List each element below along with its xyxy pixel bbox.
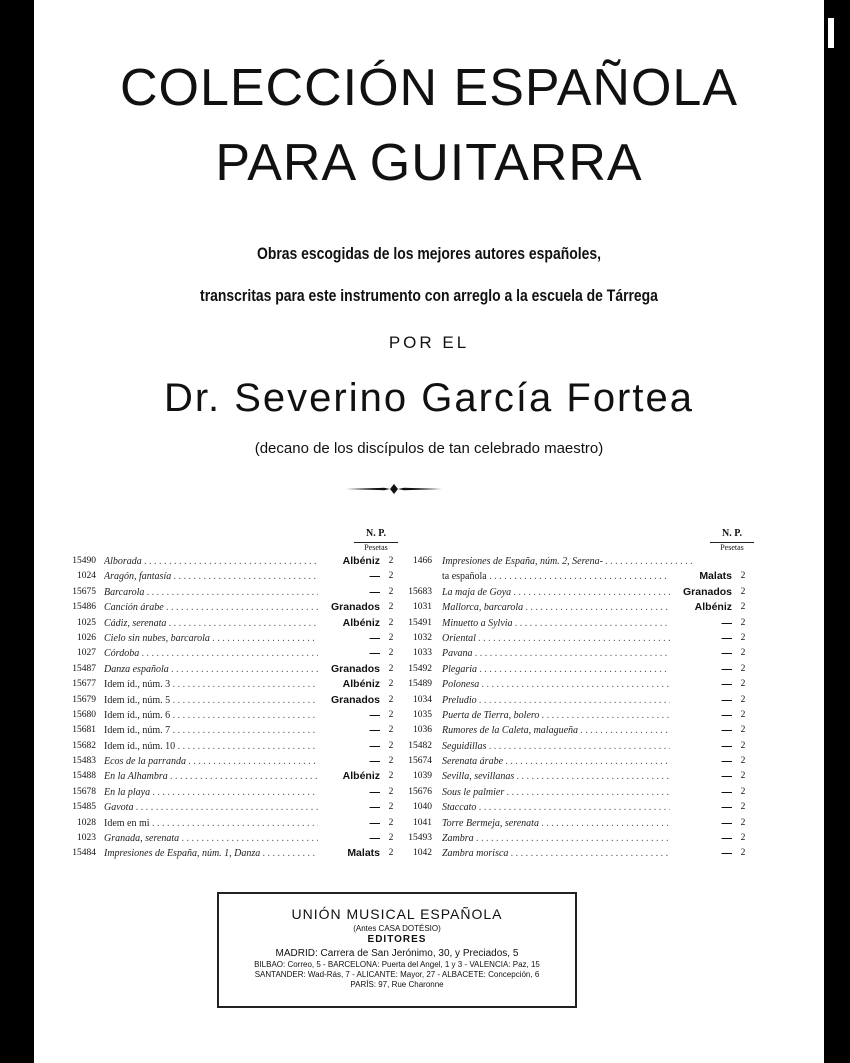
entry-number: 1034 [413,694,432,705]
entry-title: Barcarola . . . [104,585,338,600]
entry-number: 1039 [413,771,432,782]
catalog-entry [402,723,754,738]
entry-composer: — [318,785,380,800]
entry-price: 2 [388,602,394,613]
entry-title: Alborada . . . [104,554,338,569]
publisher-branches-1: BILBAO: Correo, 5 - BARCELONA: Puerta del Angel, 1 y 3 - VALENCIA: Paz, 15 [254,960,540,969]
entry-composer: — [670,646,732,661]
catalog-entry [402,816,754,831]
collection-title-line2: PARA GUITARRA [215,134,643,192]
entry-price: 2 [388,802,394,813]
entry-composer: — [670,831,732,846]
entry-composer: — [670,631,732,646]
catalog-entry [64,554,398,569]
entry-number: 15488 [72,771,96,782]
entry-composer: — [670,708,732,723]
catalog-entry [64,569,398,584]
entry-composer: Albéniz [318,554,380,569]
entry-title: Preludio . . . [442,693,694,708]
entry-composer: — [318,585,380,600]
entry-price: 2 [388,725,394,736]
entry-title: Minuetto a Sylvia . . . [442,616,694,631]
entry-title: Mallorca, barcarola . . . [442,600,694,615]
np-header: N. P. [722,528,742,539]
catalog-entry [64,785,398,800]
ornament-divider-icon [344,482,444,496]
por-el-label: POR EL [388,333,470,352]
entry-price: 2 [740,740,746,751]
entry-price: 2 [388,632,394,643]
catalog-entry [64,631,398,646]
entry-title: Rumores de la Caleta, malagueña . . . [442,723,694,738]
entry-price: 2 [740,663,746,674]
entry-price: 2 [740,786,746,797]
catalog-entry [64,816,398,831]
catalog-entry [402,646,754,661]
catalog-entry [402,785,754,800]
entry-number: 1031 [413,602,432,613]
entry-composer: — [318,739,380,754]
entry-number: 1025 [77,617,96,628]
entry-number: 1036 [413,725,432,736]
entry-title: Ecos de la parranda . . . [104,754,338,769]
entry-price: 2 [740,617,746,628]
entry-price: 2 [740,694,746,705]
entry-price: 2 [388,648,394,659]
entry-price: 2 [740,709,746,720]
entry-number: 15676 [408,786,432,797]
entry-price: 2 [388,786,394,797]
entry-title: Polonesa . . . [442,677,694,692]
entry-composer: — [670,677,732,692]
entry-price: 2 [388,679,394,690]
catalog-column-left [64,528,398,862]
entry-number: 15484 [72,848,96,859]
entry-price: 2 [740,571,746,582]
entry-composer: — [670,739,732,754]
entry-title: Pavana . . . [442,646,694,661]
entry-composer: — [318,831,380,846]
entry-title: Impresiones de España, núm. 2, Serena- . . . [442,554,694,569]
entry-price: 2 [388,848,394,859]
catalog-entry [402,831,754,846]
entry-composer: — [318,646,380,661]
catalog-entry [64,616,398,631]
entry-number: 1023 [77,833,96,844]
catalog-entry [64,677,398,692]
entry-title: Idem íd., núm. 5 . . . [104,693,338,708]
entry-price: 2 [740,602,746,613]
entry-price: 2 [740,725,746,736]
entry-number: 15674 [408,756,432,767]
entry-title: Torre Bermeja, serenata . . . [442,816,694,831]
catalog-entry [402,708,754,723]
entry-title: Plegaria . . . [442,662,694,677]
entry-price: 2 [388,756,394,767]
entry-price: 2 [388,663,394,674]
catalog-entry [64,769,398,784]
entry-composer: — [318,816,380,831]
catalog-entry [402,554,754,569]
entry-number: 1026 [77,632,96,643]
entry-composer: — [670,769,732,784]
catalog-entry [402,693,754,708]
entry-title: Idem íd., núm. 7 . . . [104,723,338,738]
entry-price: 2 [740,848,746,859]
catalog-entry [64,662,398,677]
entry-price: 2 [388,771,394,782]
entry-price: 2 [740,586,746,597]
catalog-entry [402,754,754,769]
catalog-entry [64,754,398,769]
entry-title: ta española . . . [442,569,694,584]
entry-number: 15485 [72,802,96,813]
np-header: N. P. [366,528,386,539]
catalog-entry [402,739,754,754]
catalog-entry [64,585,398,600]
entry-number: 1042 [413,848,432,859]
entry-number: 15483 [72,756,96,767]
entry-title: Danza española . . . [104,662,338,677]
entry-price: 2 [388,740,394,751]
catalog-entry [64,693,398,708]
entry-composer: — [670,693,732,708]
entry-title: Cielo sin nubes, barcarola . . . [104,631,338,646]
publisher-editores: EDITORES [367,934,427,945]
catalog-entry [64,800,398,815]
entry-number: 1024 [77,571,96,582]
entry-number: 1027 [77,648,96,659]
entry-number: 15675 [72,586,96,597]
catalog-entry [64,708,398,723]
publisher-name: UNIÓN MUSICAL ESPAÑOLA [291,906,503,922]
entry-composer: — [670,723,732,738]
catalog-column-right [402,528,754,862]
entry-title: Gavota . . . [104,800,338,815]
author-note: (decano de los discípulos de tan celebrado maestro) [254,440,604,457]
entry-composer: — [670,846,732,861]
entry-title: Zambra morisca . . . [442,846,694,861]
entry-title: Idem íd., núm. 6 . . . [104,708,338,723]
entry-composer: — [318,800,380,815]
entry-title: Aragón, fantasía . . . [104,569,338,584]
entry-price: 2 [388,833,394,844]
entry-composer: Granados [318,662,380,677]
publisher-box [217,892,577,1008]
entry-title: Zambra . . . [442,831,694,846]
entry-number: 15680 [72,709,96,720]
price-header [402,528,754,554]
entry-price: 2 [740,802,746,813]
catalog-entry [402,800,754,815]
entry-title: La maja de Goya . . . [442,585,694,600]
catalog-entry [402,569,754,584]
entry-title: Cádiz, serenata . . . [104,616,338,631]
entry-price: 2 [388,817,394,828]
entry-price: 2 [740,817,746,828]
entry-number: 1032 [413,632,432,643]
entry-number: 1028 [77,817,96,828]
entry-composer: — [318,631,380,646]
entry-number: 15491 [408,617,432,628]
entry-composer: — [318,708,380,723]
entry-number: 15487 [72,663,96,674]
entry-title: Idem en mi . . . [104,816,338,831]
catalog-entry [64,723,398,738]
entry-composer: — [670,800,732,815]
entry-composer: Albéniz [318,677,380,692]
entry-price: 2 [740,679,746,690]
entry-composer: — [670,785,732,800]
catalog-entry [402,769,754,784]
entry-number: 15493 [408,833,432,844]
entry-price: 2 [740,771,746,782]
entry-price: 2 [388,694,394,705]
entry-number: 1040 [413,802,432,813]
author-name: Dr. Severino García Fortea [164,376,694,420]
entry-title: Oriental . . . [442,631,694,646]
entry-title: Staccato . . . [442,800,694,815]
entry-title: Idem íd., núm. 3 . . . [104,677,338,692]
entry-composer: Albéniz [318,769,380,784]
entry-composer: Granados [318,600,380,615]
entry-number: 1033 [413,648,432,659]
entry-composer: — [670,616,732,631]
pesetas-header: Pesetas [354,542,398,552]
publisher-formerly: (Antes CASA DOTÉSIO) [353,924,441,933]
entry-price: 2 [740,756,746,767]
publisher-madrid-address: MADRID: Carrera de San Jerónimo, 30, y Preciados, 5 [275,948,519,959]
collection-title-line1: COLECCIÓN ESPAÑOLA [119,59,739,117]
entry-composer: Granados [318,693,380,708]
publisher-paris-address: PARÍS: 97, Rue Charonne [350,980,444,989]
entry-number: 15679 [72,694,96,705]
entry-number: 15486 [72,602,96,613]
entry-price: 2 [388,556,394,566]
catalog-entry [402,631,754,646]
entry-number: 1041 [413,817,432,828]
catalog-entry [64,831,398,846]
entry-price: 2 [388,709,394,720]
entry-title: Seguidillas . . . [442,739,694,754]
edge-mark [828,18,834,48]
entry-price: 2 [388,586,394,597]
entry-price: 2 [388,617,394,628]
catalog-entry [64,600,398,615]
entry-title: Granada, serenata . . . [104,831,338,846]
entry-title: Serenata árabe . . . [442,754,694,769]
catalog-entry [402,846,754,861]
catalog-entry [402,585,754,600]
entry-title: En la Alhambra . . . [104,769,338,784]
catalog-entry [64,739,398,754]
entry-title: Puerta de Tierra, bolero . . . [442,708,694,723]
entry-price: 2 [388,571,394,582]
entry-title: Sous le palmier . . . [442,785,694,800]
entry-title: En la playa . . . [104,785,338,800]
pesetas-header: Pesetas [710,542,754,552]
catalog-entry [402,600,754,615]
entry-title: Impresiones de España, núm. 1, Danza . . . [104,846,338,861]
entry-composer: Malats [670,569,732,584]
entry-number: 15677 [72,679,96,690]
entry-composer: — [670,662,732,677]
score-cover-page [34,0,824,1063]
entry-composer: — [670,816,732,831]
catalog-entry [64,646,398,661]
entry-title: Idem íd., núm. 10 . . . [104,739,338,754]
entry-number: 15489 [408,679,432,690]
entry-composer: — [318,569,380,584]
entry-composer: Malats [318,846,380,861]
entry-price: 2 [740,648,746,659]
price-header [64,528,398,554]
entry-composer: — [670,754,732,769]
entry-number: 15678 [72,786,96,797]
entry-number: 15681 [72,725,96,736]
entry-composer: Albéniz [318,616,380,631]
entry-title: Córdoba . . . [104,646,338,661]
entry-number: 1466 [413,556,432,566]
subtitle-line2: transcritas para este instrumento con arreglo a la escuela de Tárrega [200,286,658,305]
entry-number: 15490 [72,556,96,566]
entry-composer: — [318,754,380,769]
subtitle-line1: Obras escogidas de los mejores autores españoles, [256,244,601,263]
entry-number: 15492 [408,663,432,674]
entry-composer: Granados [670,585,732,600]
entry-number: 15682 [72,740,96,751]
entry-number: 15683 [408,586,432,597]
entry-title: Sevilla, sevillanas . . . [442,769,694,784]
entry-composer: Albéniz [670,600,732,615]
entry-number: 1035 [413,709,432,720]
entry-price: 2 [740,833,746,844]
catalog-entry [402,616,754,631]
entry-composer: — [318,723,380,738]
catalog-entry [402,677,754,692]
entry-title: Canción árabe . . . [104,600,338,615]
catalog-entry [64,846,398,861]
catalog-entry [402,662,754,677]
entry-number: 15482 [408,740,432,751]
publisher-branches-2: SANTANDER: Wad-Rás, 7 - ALICANTE: Mayor, 27 - ALBACETE: Concepción, 6 [254,970,540,979]
entry-price: 2 [740,632,746,643]
page-edge-shadow [826,0,850,1063]
